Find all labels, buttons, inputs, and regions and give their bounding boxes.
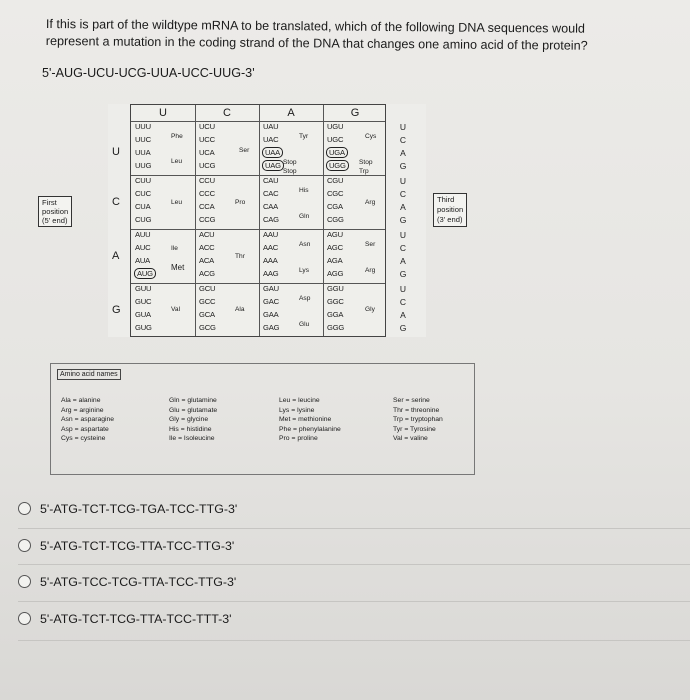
aa-gly: Gly — [365, 306, 375, 313]
codon-grid — [130, 104, 386, 337]
codon-cell: AAG — [263, 269, 279, 278]
codon-cell: GGA — [327, 310, 344, 319]
aa-stop-1: Stop — [283, 159, 297, 166]
codon-cell: GAC — [263, 297, 279, 306]
codon-cell: GGG — [327, 323, 345, 332]
codon-cell: CCA — [199, 202, 215, 211]
third-base: U — [399, 122, 407, 132]
codon-cell: UAU — [263, 122, 279, 131]
codon-cell: GCG — [199, 323, 216, 332]
codon-cell: AGG — [327, 269, 344, 278]
codon-cell: UAA — [265, 148, 281, 157]
aa-trp: Trp — [359, 168, 369, 175]
codon-cell: CAA — [263, 202, 279, 211]
aa-ala: Ala — [235, 306, 245, 313]
aa-thr: Thr — [235, 253, 245, 260]
amino-names-col-2: Gln = glutamine Glu = glutamate Gly = glycine His = histidine Ile = Isoleucine — [169, 397, 218, 442]
second-base-g: G — [350, 107, 360, 119]
question-line-2: represent a mutation in the coding strand of the DNA that changes one amino acid of the protein? — [45, 33, 588, 53]
third-base: A — [400, 148, 406, 158]
aa-gln: Gln — [299, 213, 310, 220]
third-base: A — [400, 310, 406, 320]
radio-icon[interactable] — [18, 612, 31, 625]
third-base: G — [399, 323, 407, 333]
codon-cell: AGA — [327, 256, 343, 265]
second-base-c: C — [223, 107, 231, 119]
third-base: C — [399, 189, 407, 199]
aa-stop-3: Stop — [359, 159, 373, 166]
amino-acid-names-box — [50, 363, 475, 475]
option-1-label: 5'-ATG-TCT-TCG-TGA-TCC-TTG-3' — [40, 502, 238, 516]
aa-met: Met — [171, 263, 185, 272]
question-line-1: If this is part of the wildtype mRNA to be translated, which of the following DNA sequences would — [45, 16, 585, 36]
option-3[interactable] — [18, 575, 236, 589]
second-base-a: A — [287, 107, 295, 119]
aa-phe: Phe — [171, 133, 183, 140]
codon-cell: AAA — [263, 256, 278, 265]
codon-cell: CUU — [135, 176, 151, 185]
question-text — [46, 16, 668, 55]
codon-cell: GUU — [135, 284, 152, 293]
codon-cell: UCA — [199, 148, 215, 157]
option-2[interactable] — [18, 539, 234, 553]
codon-cell: CGA — [327, 202, 343, 211]
codon-cell: AUA — [135, 256, 151, 265]
aa-arg-1: Arg — [365, 199, 376, 206]
codon-cell: UGG — [329, 161, 346, 170]
codon-cell: CUG — [135, 215, 152, 224]
third-base: G — [399, 215, 407, 225]
first-base-u: U — [112, 146, 120, 158]
codon-cell: UGA — [329, 148, 345, 157]
option-4-label: 5'-ATG-TCT-TCG-TTA-TCC-TTT-3' — [40, 612, 232, 626]
mrna-sequence: 5'-AUG-UCU-UCG-UUA-UCC-UUG-3' — [42, 66, 255, 80]
aa-arg-2: Arg — [365, 267, 376, 274]
codon-cell: AUC — [135, 243, 151, 252]
third-base: G — [399, 161, 407, 171]
amino-names-col-1: Ala = alanine Arg = arginine Asn = asparagine Asp = aspartate Cys = cysteine — [61, 397, 115, 442]
codon-cell: UCG — [199, 161, 216, 170]
codon-cell: UGU — [327, 122, 344, 131]
first-base-c: C — [112, 196, 120, 208]
aa-ser-1: Ser — [239, 147, 250, 154]
codon-cell: CAU — [263, 176, 279, 185]
third-position-label: Third position (3' end) — [433, 193, 467, 227]
aa-tyr: Tyr — [299, 133, 309, 140]
codon-cell: ACC — [199, 243, 215, 252]
amino-names-col-4: Ser = serine Thr = threonine Trp = tryptophan Tyr = Tyrosine Val = valine — [393, 397, 443, 442]
aa-leu-1: Leu — [171, 158, 183, 165]
aa-pro: Pro — [235, 199, 246, 206]
third-base: G — [399, 269, 407, 279]
codon-cell: CGG — [327, 215, 344, 224]
aa-leu-2: Leu — [171, 199, 183, 206]
option-3-label: 5'-ATG-TCC-TCG-TTA-TCC-TTG-3' — [40, 575, 237, 589]
codon-cell: AUG — [137, 269, 153, 278]
codon-cell: CUC — [135, 189, 151, 198]
codon-cell: UCC — [199, 135, 215, 144]
first-position-label: First position (5' end) — [38, 196, 72, 227]
codon-cell: AAU — [263, 230, 279, 239]
codon-cell: ACA — [199, 256, 215, 265]
radio-icon[interactable] — [18, 502, 31, 515]
codon-table — [108, 104, 426, 337]
codon-cell: ACG — [199, 269, 215, 278]
amino-names-col-3: Leu = leucine Lys = lysine Met = methionine Phe = phenylalanine Pro = proline — [279, 397, 341, 442]
codon-cell: GUG — [135, 323, 152, 332]
third-base: A — [400, 256, 406, 266]
codon-cell: GGU — [327, 284, 344, 293]
codon-cell: ACU — [199, 230, 215, 239]
aa-glu: Glu — [299, 321, 310, 328]
codon-cell: UCU — [199, 122, 215, 131]
codon-cell: UGC — [327, 135, 344, 144]
amino-acid-names-title: Amino acid names — [57, 369, 121, 380]
codon-cell: GCA — [199, 310, 215, 319]
codon-cell: GAU — [263, 284, 279, 293]
option-2-label: 5'-ATG-TCT-TCG-TTA-TCC-TTG-3' — [40, 539, 235, 553]
codon-cell: AAC — [263, 243, 279, 252]
codon-cell: CAG — [263, 215, 279, 224]
aa-asn: Asn — [299, 241, 311, 248]
codon-cell: GUC — [135, 297, 152, 306]
second-base-u: U — [159, 107, 167, 119]
codon-cell: UAC — [263, 135, 279, 144]
aa-his: His — [299, 187, 309, 194]
codon-cell: CCG — [199, 215, 216, 224]
third-base: C — [399, 243, 407, 253]
codon-cell: UAG — [265, 161, 281, 170]
third-base: U — [399, 176, 407, 186]
aa-stop-2: Stop — [283, 168, 297, 175]
third-base: U — [399, 230, 407, 240]
codon-cell: GGC — [327, 297, 344, 306]
third-base: C — [399, 297, 407, 307]
aa-val: Val — [171, 306, 181, 313]
option-1[interactable] — [18, 502, 237, 516]
aa-ser-2: Ser — [365, 241, 376, 248]
codon-cell: CCC — [199, 189, 215, 198]
codon-cell: GCU — [199, 284, 216, 293]
codon-cell: UUG — [135, 161, 152, 170]
codon-cell: UUU — [135, 122, 151, 131]
aa-ile: Ile — [171, 245, 178, 252]
codon-cell: GUA — [135, 310, 151, 319]
aa-lys: Lys — [299, 267, 310, 274]
codon-cell: CGU — [327, 176, 344, 185]
third-base: U — [399, 284, 407, 294]
codon-cell: GCC — [199, 297, 216, 306]
third-base: A — [400, 202, 406, 212]
first-base-g: G — [112, 304, 121, 316]
codon-cell: AGC — [327, 243, 343, 252]
codon-cell: CCU — [199, 176, 215, 185]
codon-cell: CUA — [135, 202, 151, 211]
codon-cell: UUC — [135, 135, 151, 144]
option-4[interactable] — [18, 612, 231, 626]
third-base: C — [399, 135, 407, 145]
codon-cell: UUA — [135, 148, 151, 157]
codon-cell: AGU — [327, 230, 343, 239]
radio-icon[interactable] — [18, 575, 31, 588]
codon-cell: CAC — [263, 189, 279, 198]
codon-cell: GAG — [263, 323, 280, 332]
aa-asp: Asp — [299, 295, 311, 302]
codon-cell: CGC — [327, 189, 344, 198]
codon-cell: GAA — [263, 310, 279, 319]
radio-icon[interactable] — [18, 539, 31, 552]
aa-cys: Cys — [365, 133, 377, 140]
first-base-a: A — [112, 250, 120, 262]
codon-cell: AUU — [135, 230, 151, 239]
